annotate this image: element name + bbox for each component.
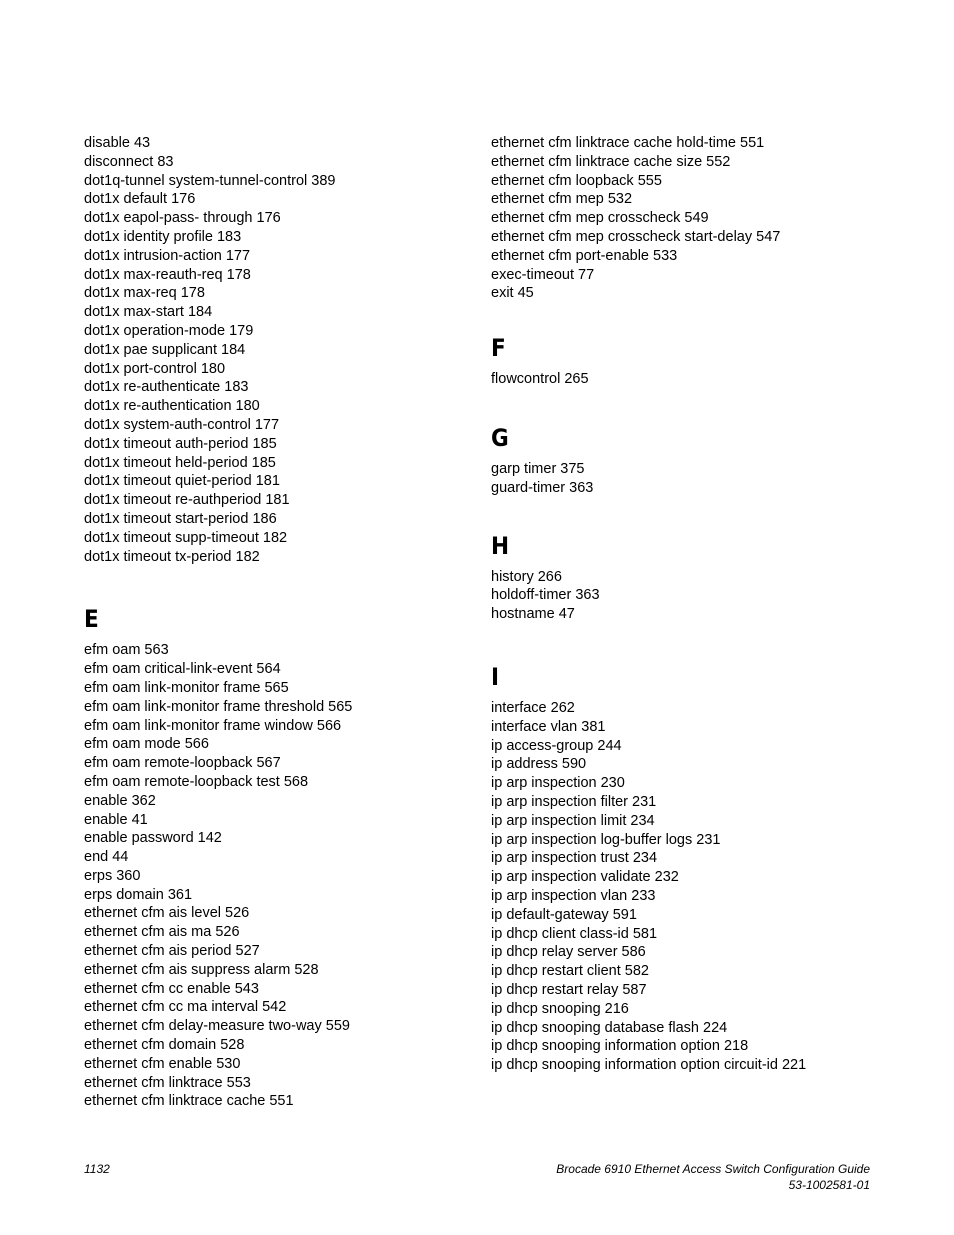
index-entry: dot1x timeout held-period 185 bbox=[84, 454, 276, 471]
index-entry: ip arp inspection filter 231 bbox=[491, 793, 657, 810]
index-entry: dot1x timeout quiet-period 181 bbox=[84, 473, 280, 490]
index-group-d bbox=[84, 134, 464, 566]
index-group-i bbox=[491, 699, 891, 1075]
index-entry: exec-timeout 77 bbox=[491, 266, 595, 283]
index-entry: ethernet cfm mep crosscheck 549 bbox=[491, 210, 709, 227]
section-spacer bbox=[491, 389, 891, 423]
section-spacer bbox=[491, 498, 891, 531]
index-entry: dot1x max-start 184 bbox=[84, 304, 213, 321]
index-entry: ethernet cfm port-enable 533 bbox=[491, 247, 678, 264]
index-entry: ethernet cfm cc ma interval 542 bbox=[84, 999, 287, 1016]
page-number: 1132 bbox=[84, 1162, 110, 1176]
index-entry: garp timer 375 bbox=[491, 460, 585, 477]
index-entry: dot1x max-req 178 bbox=[84, 285, 205, 302]
index-entry: dot1q-tunnel system-tunnel-control 389 bbox=[84, 172, 336, 189]
section-spacer bbox=[491, 363, 891, 370]
index-entry: flowcontrol 265 bbox=[491, 371, 589, 388]
index-entry: ip dhcp relay server 586 bbox=[491, 944, 646, 961]
index-entry: ethernet cfm enable 530 bbox=[84, 1055, 241, 1072]
index-entry: efm oam remote-loopback 567 bbox=[84, 755, 281, 772]
index-entry: erps domain 361 bbox=[84, 886, 193, 903]
index-entry: ip arp inspection vlan 233 bbox=[491, 887, 656, 904]
index-entry: ethernet cfm ais suppress alarm 528 bbox=[84, 961, 319, 978]
index-entry: dot1x operation-mode 179 bbox=[84, 322, 254, 339]
section-heading-g: G bbox=[491, 423, 509, 452]
index-entry: efm oam critical-link-event 564 bbox=[84, 661, 281, 678]
index-group-e bbox=[84, 641, 464, 1111]
index-entry: ethernet cfm cc enable 543 bbox=[84, 980, 259, 997]
index-entry: dot1x eapol-pass- through 176 bbox=[84, 210, 281, 227]
index-entry: dot1x system-auth-control 177 bbox=[84, 416, 280, 433]
index-entry: guard-timer 363 bbox=[491, 479, 594, 496]
index-group-e-continued bbox=[491, 134, 891, 303]
index-entry: disconnect 83 bbox=[84, 153, 174, 170]
index-group-f bbox=[491, 370, 891, 389]
index-entry: ethernet cfm ais ma 526 bbox=[84, 924, 240, 941]
index-entry: dot1x timeout re-authperiod 181 bbox=[84, 492, 290, 509]
index-entry: ip dhcp snooping database flash 224 bbox=[491, 1019, 728, 1036]
index-entry: ip access-group 244 bbox=[491, 737, 622, 754]
index-entry: ip dhcp restart relay 587 bbox=[491, 981, 647, 998]
index-entry: efm oam 563 bbox=[84, 642, 169, 659]
index-entry: ip arp inspection validate 232 bbox=[491, 869, 679, 886]
index-entry: ethernet cfm linktrace 553 bbox=[84, 1074, 251, 1091]
index-entry: efm oam link-monitor frame window 566 bbox=[84, 717, 342, 734]
index-group-h bbox=[491, 568, 891, 624]
footer-doc-info bbox=[556, 1161, 870, 1193]
index-entry: disable 43 bbox=[84, 135, 151, 151]
index-entry: erps 360 bbox=[84, 867, 141, 884]
index-entry: dot1x identity profile 183 bbox=[84, 228, 242, 245]
index-right-column bbox=[491, 134, 891, 1075]
index-entry: ethernet cfm linktrace cache size 552 bbox=[491, 153, 731, 170]
index-entry: ethernet cfm mep crosscheck start-delay 547 bbox=[491, 228, 781, 245]
guide-title: Brocade 6910 Ethernet Access Switch Configuration Guide bbox=[556, 1162, 870, 1176]
section-spacer bbox=[84, 634, 464, 641]
index-entry: ip address 590 bbox=[491, 756, 587, 773]
index-entry: holdoff-timer 363 bbox=[491, 587, 600, 604]
index-entry: dot1x intrusion-action 177 bbox=[84, 247, 251, 264]
section-spacer bbox=[491, 692, 891, 699]
index-entry: ip dhcp snooping information option 218 bbox=[491, 1038, 749, 1055]
section-spacer bbox=[84, 566, 464, 604]
index-entry: efm oam remote-loopback test 568 bbox=[84, 773, 309, 790]
index-entry: efm oam link-monitor frame threshold 565 bbox=[84, 698, 353, 715]
index-entry: dot1x timeout supp-timeout 182 bbox=[84, 529, 288, 546]
index-entry: ip dhcp restart client 582 bbox=[491, 963, 649, 980]
index-entry: end 44 bbox=[84, 849, 129, 866]
index-entry: ip default-gateway 591 bbox=[491, 906, 637, 923]
section-heading-f: F bbox=[491, 334, 506, 363]
index-entry: efm oam mode 566 bbox=[84, 736, 209, 753]
index-entry: dot1x pae supplicant 184 bbox=[84, 341, 246, 358]
index-entry: interface vlan 381 bbox=[491, 718, 606, 735]
index-entry: history 266 bbox=[491, 568, 562, 585]
index-entry: ip dhcp snooping information option circuit-id 221 bbox=[491, 1057, 807, 1074]
index-entry: ip dhcp snooping 216 bbox=[491, 1000, 629, 1017]
index-entry: dot1x port-control 180 bbox=[84, 360, 226, 377]
index-entry: ip arp inspection log-buffer logs 231 bbox=[491, 831, 721, 848]
index-entry: hostname 47 bbox=[491, 606, 575, 623]
index-entry: dot1x default 176 bbox=[84, 191, 196, 208]
section-spacer bbox=[491, 624, 891, 662]
index-entry: ethernet cfm linktrace cache 551 bbox=[84, 1093, 294, 1110]
index-entry: ethernet cfm delay-measure two-way 559 bbox=[84, 1018, 350, 1035]
doc-number: 53-1002581-01 bbox=[788, 1178, 870, 1192]
index-entry: ethernet cfm domain 528 bbox=[84, 1037, 245, 1054]
index-entry: ip dhcp client class-id 581 bbox=[491, 925, 658, 942]
section-spacer bbox=[491, 303, 891, 333]
section-spacer bbox=[491, 453, 891, 460]
index-entry: ip arp inspection trust 234 bbox=[491, 850, 658, 867]
index-entry: enable password 142 bbox=[84, 830, 222, 847]
index-entry: interface 262 bbox=[491, 699, 575, 716]
index-entry: ethernet cfm ais level 526 bbox=[84, 905, 250, 922]
index-entry: ip arp inspection 230 bbox=[491, 775, 625, 792]
section-heading-h: H bbox=[491, 531, 510, 560]
section-heading-i: I bbox=[491, 662, 500, 691]
index-entry: enable 362 bbox=[84, 792, 156, 809]
index-entry: efm oam link-monitor frame 565 bbox=[84, 679, 289, 696]
index-entry: dot1x timeout start-period 186 bbox=[84, 510, 277, 527]
section-spacer bbox=[491, 561, 891, 568]
index-entry: dot1x timeout auth-period 185 bbox=[84, 435, 277, 452]
index-entry: dot1x re-authentication 180 bbox=[84, 398, 260, 415]
index-entry: ethernet cfm mep 532 bbox=[491, 191, 633, 208]
index-entry: ethernet cfm linktrace cache hold-time 551 bbox=[491, 135, 765, 151]
index-entry: ethernet cfm ais period 527 bbox=[84, 943, 260, 960]
index-entry: dot1x re-authenticate 183 bbox=[84, 379, 249, 396]
index-entry: enable 41 bbox=[84, 811, 148, 828]
index-left-column bbox=[84, 134, 464, 1111]
index-entry: dot1x max-reauth-req 178 bbox=[84, 266, 251, 283]
index-group-g bbox=[491, 460, 891, 498]
index-entry: dot1x timeout tx-period 182 bbox=[84, 548, 260, 565]
index-entry: ethernet cfm loopback 555 bbox=[491, 172, 662, 189]
index-entry: exit 45 bbox=[491, 285, 534, 302]
index-entry: ip arp inspection limit 234 bbox=[491, 812, 655, 829]
section-heading-e: E bbox=[84, 605, 99, 634]
